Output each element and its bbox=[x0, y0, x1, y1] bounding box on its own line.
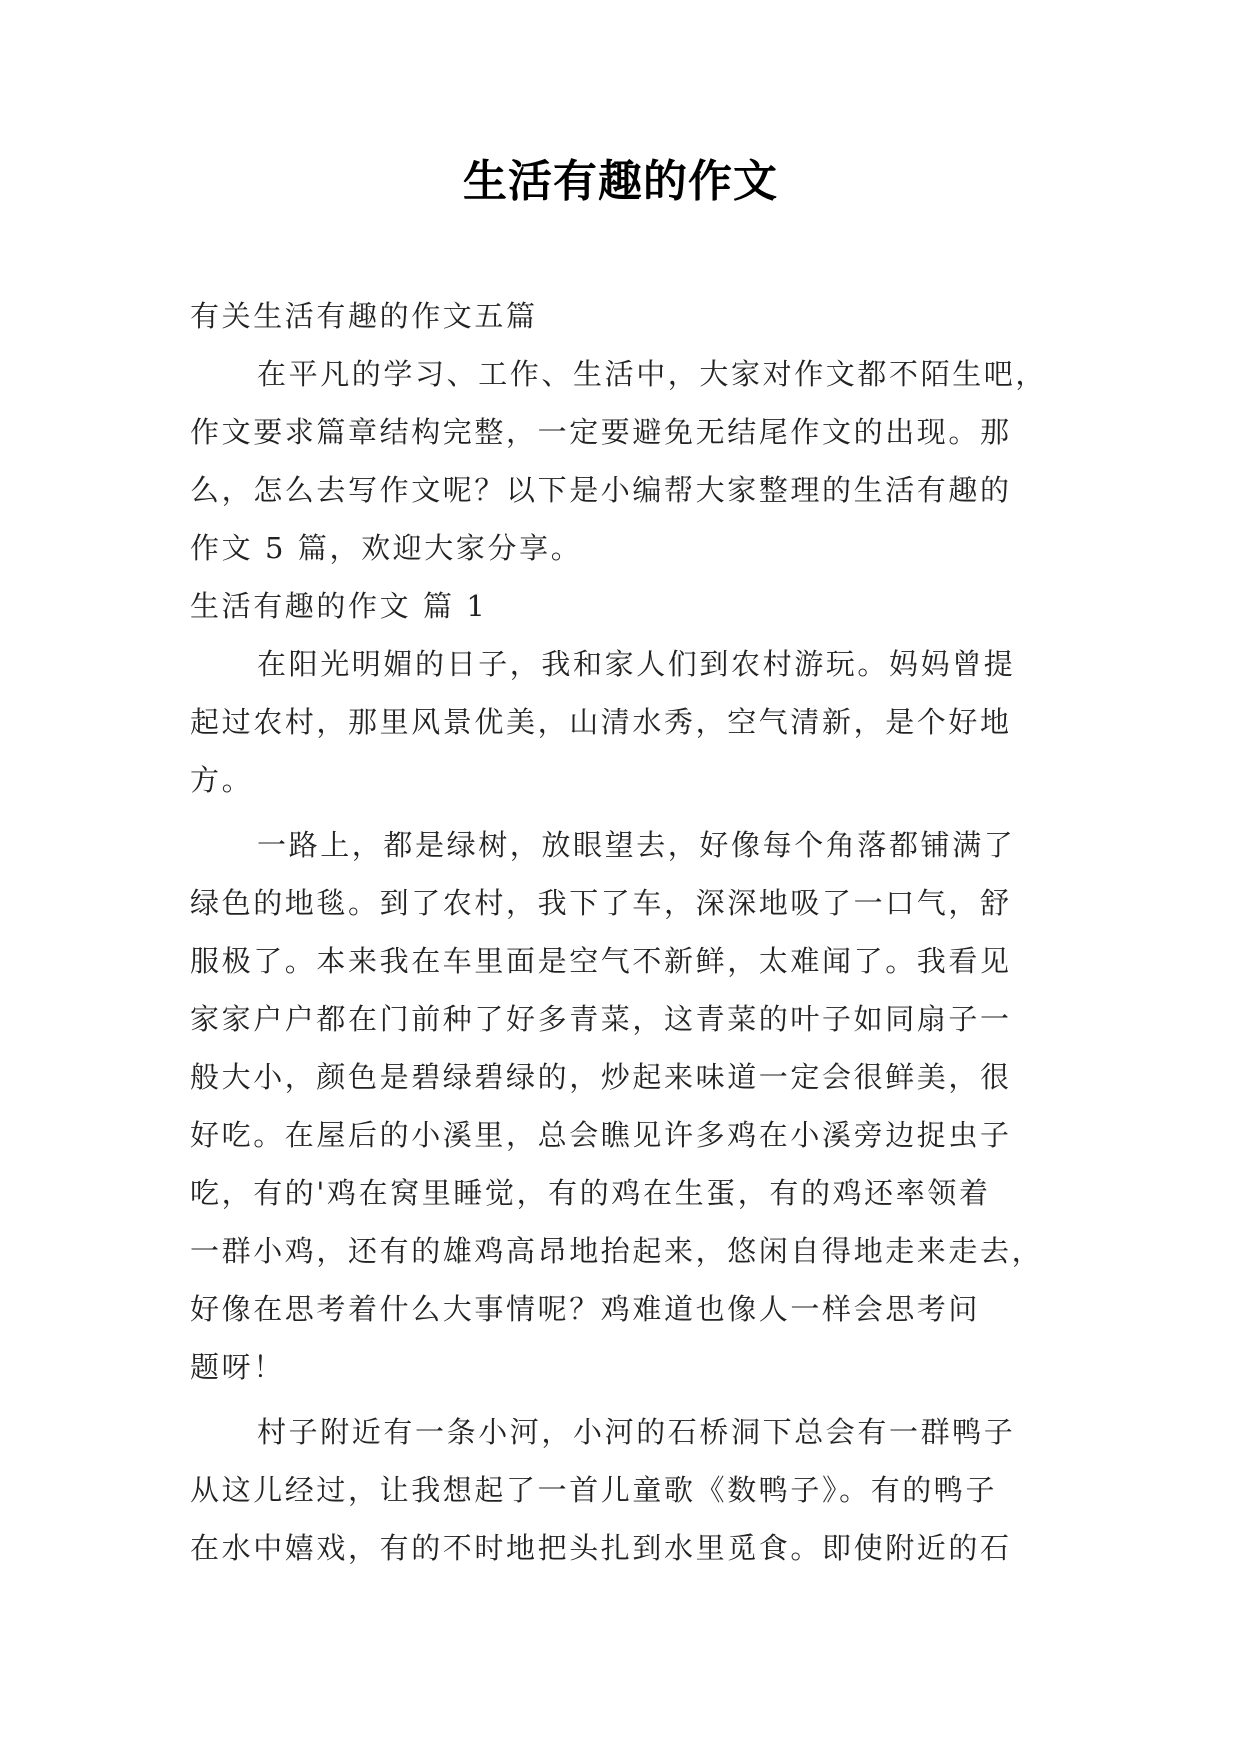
paragraph-gap bbox=[190, 809, 1060, 816]
document-title: 生活有趣的作文 bbox=[463, 156, 778, 207]
text-line: 从这儿经过，让我想起了一首儿童歌《数鸭子》。有的鸭子 bbox=[190, 1473, 998, 1507]
text-line: 好吃。在屋后的小溪里，总会瞧见许多鸡在小溪旁边捉虫子 bbox=[190, 1118, 1012, 1152]
text-line: 在水中嬉戏，有的不时地把头扎到水里觅食。即使附近的石 bbox=[190, 1531, 1012, 1565]
text-line: 吃，有的'鸡在窝里睡觉，有的鸡在生蛋，有的鸡还率领着 bbox=[190, 1176, 991, 1210]
text-line: 起过农村，那里风景优美，山清水秀，空气清新，是个好地 bbox=[190, 705, 1012, 739]
text-line: 家家户户都在门前种了好多青菜，这青菜的叶子如同扇子一 bbox=[190, 1002, 1012, 1036]
text-line: 有关生活有趣的作文五篇 bbox=[190, 299, 538, 333]
text-line: 作文要求篇章结构完整，一定要避免无结尾作文的出现。那 bbox=[190, 415, 1012, 449]
text-line: 方。 bbox=[190, 763, 254, 797]
text-line: 一路上，都是绿树，放眼望去，好像每个角落都铺满了 bbox=[257, 828, 1016, 862]
text-line: 般大小，颜色是碧绿碧绿的，炒起来味道一定会很鲜美，很 bbox=[190, 1060, 1012, 1094]
text-line: 题呀！ bbox=[190, 1350, 285, 1384]
text-line: 好像在思考着什么大事情呢？鸡难道也像人一样会思考问 bbox=[190, 1292, 981, 1326]
paragraph-gap bbox=[190, 1396, 1060, 1403]
text-line: 服极了。本来我在车里面是空气不新鲜，太难闻了。我看见 bbox=[190, 944, 1012, 978]
text-line: 村子附近有一条小河，小河的石桥洞下总会有一群鸭子 bbox=[257, 1415, 1016, 1449]
text-line: 生活有趣的作文 篇 1 bbox=[190, 589, 488, 623]
text-line: 绿色的地毯。到了农村，我下了车，深深地吸了一口气，舒 bbox=[190, 886, 1012, 920]
document-body bbox=[190, 287, 1060, 1577]
text-line: 在平凡的学习、工作、生活中，大家对作文都不陌生吧， bbox=[257, 357, 1048, 391]
text-line: 作文 5 篇，欢迎大家分享。 bbox=[190, 531, 583, 565]
text-line: 么，怎么去写作文呢？以下是小编帮大家整理的生活有趣的 bbox=[190, 473, 1012, 507]
text-line: 一群小鸡，还有的雄鸡高昂地抬起来，悠闲自得地走来走去， bbox=[190, 1234, 1044, 1268]
text-line: 在阳光明媚的日子，我和家人们到农村游玩。妈妈曾提 bbox=[257, 647, 1016, 681]
